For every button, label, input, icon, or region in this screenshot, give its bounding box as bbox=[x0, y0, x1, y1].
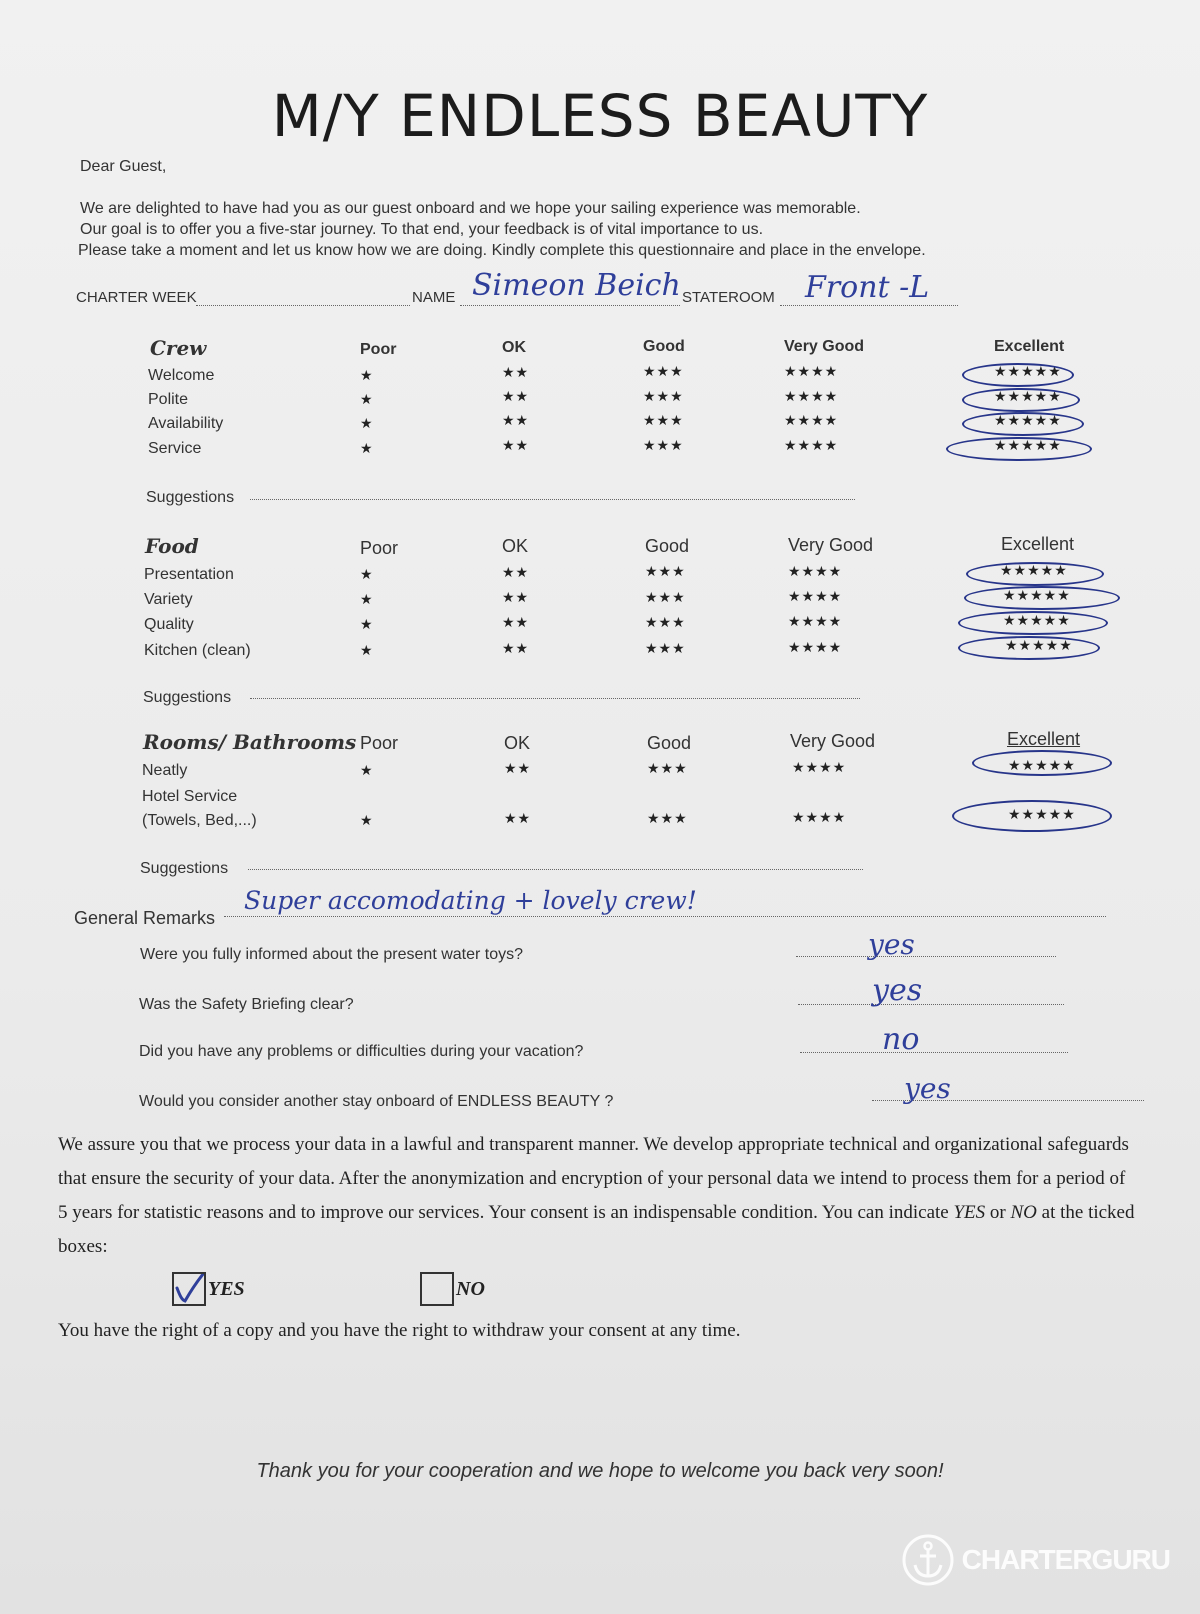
star-option[interactable]: ★★ bbox=[504, 810, 532, 826]
star-option-excellent-selected[interactable]: ★★★★★ bbox=[1008, 757, 1076, 773]
consent-yes-checkbox[interactable] bbox=[172, 1272, 206, 1306]
crew-suggestions-field[interactable] bbox=[250, 499, 855, 500]
name-field[interactable] bbox=[460, 305, 680, 306]
food-presentation-circled-mark bbox=[966, 562, 1104, 586]
data-consent-text bbox=[58, 1128, 1138, 1264]
food-row-presentation: Presentation bbox=[144, 566, 234, 583]
intro-line-3: Please take a moment and let us know how we are doing. Kindly complete this questionnaire and place in the envelope. bbox=[78, 242, 926, 259]
answer-safety-briefing: yes bbox=[872, 973, 923, 1008]
star-option[interactable]: ★★★ bbox=[645, 640, 686, 656]
crew-suggestions-label: Suggestions bbox=[146, 489, 235, 506]
intro-line-1: We are delighted to have had you as our guest onboard and we hope your sailing experience was memorable. bbox=[80, 200, 861, 217]
food-header-good: Good bbox=[645, 536, 690, 556]
star-option-excellent-selected[interactable]: ★★★★★ bbox=[1000, 562, 1068, 578]
star-option[interactable]: ★★★ bbox=[645, 589, 686, 605]
crew-welcome-circled-mark bbox=[962, 363, 1074, 387]
checkmark-icon bbox=[174, 1274, 204, 1304]
star-option[interactable]: ★ bbox=[360, 440, 374, 456]
rooms-suggestions-field[interactable] bbox=[248, 869, 863, 870]
star-option[interactable]: ★ bbox=[360, 566, 374, 582]
consent-rights-text: You have the right of a copy and you have the right to withdraw your consent at any time. bbox=[58, 1320, 741, 1341]
stateroom-label: STATEROOM bbox=[682, 289, 775, 306]
crew-row-welcome: Welcome bbox=[148, 367, 215, 384]
star-option-excellent-selected[interactable]: ★★★★★ bbox=[994, 437, 1062, 453]
greeting: Dear Guest, bbox=[80, 158, 167, 175]
star-option[interactable]: ★★ bbox=[502, 640, 530, 656]
general-remarks-value: Super accomodating + lovely crew! bbox=[244, 886, 697, 915]
star-option[interactable]: ★★ bbox=[502, 614, 530, 630]
question-another-stay: Would you consider another stay onboard of ENDLESS BEAUTY ? bbox=[139, 1093, 614, 1110]
answer-line-problems[interactable] bbox=[800, 1052, 1068, 1053]
star-option[interactable]: ★★★ bbox=[643, 437, 684, 453]
crew-service-circled-mark bbox=[946, 437, 1092, 461]
consent-yes-label: YES bbox=[208, 1278, 245, 1300]
star-option[interactable]: ★★ bbox=[502, 564, 530, 580]
star-option[interactable]: ★★★★ bbox=[788, 639, 843, 655]
food-header-ok: OK bbox=[502, 536, 529, 556]
star-option[interactable]: ★★★★ bbox=[788, 563, 843, 579]
rooms-row-hotel-service: Hotel Service bbox=[142, 788, 238, 805]
food-variety-circled-mark bbox=[964, 586, 1120, 610]
food-suggestions-field[interactable] bbox=[250, 698, 860, 699]
star-option[interactable]: ★ bbox=[360, 591, 374, 607]
form-title: M/Y ENDLESS BEAUTY bbox=[271, 82, 929, 150]
rooms-section-title: Rooms/ Bathrooms bbox=[143, 730, 357, 754]
food-quality-circled-mark bbox=[958, 611, 1108, 635]
food-header-very-good: Very Good bbox=[788, 535, 874, 555]
star-option[interactable]: ★★★ bbox=[643, 363, 684, 379]
crew-header-poor: Poor bbox=[360, 341, 397, 358]
star-option[interactable]: ★★★ bbox=[645, 614, 686, 630]
star-option-excellent-selected[interactable]: ★★★★★ bbox=[1008, 806, 1076, 822]
answer-line-safety-briefing[interactable] bbox=[798, 1004, 1064, 1005]
watermark-text: CHARTERGURU bbox=[961, 1544, 1170, 1575]
crew-row-polite: Polite bbox=[148, 391, 189, 408]
general-remarks-label: General Remarks bbox=[74, 908, 216, 928]
crew-header-very-good: Very Good bbox=[784, 338, 865, 355]
food-header-excellent: Excellent bbox=[1001, 534, 1075, 554]
star-option[interactable]: ★★ bbox=[502, 412, 530, 428]
consent-yes-word: YES bbox=[953, 1202, 986, 1223]
consent-no-word: NO bbox=[1010, 1202, 1037, 1223]
rooms-hotel-service-circled-mark bbox=[952, 800, 1112, 832]
food-header-poor: Poor bbox=[360, 538, 399, 558]
star-option[interactable]: ★★ bbox=[502, 364, 530, 380]
food-section-title: Food bbox=[145, 534, 199, 558]
stateroom-value: Front -L bbox=[805, 270, 930, 305]
star-option[interactable]: ★★★★ bbox=[792, 759, 847, 775]
rooms-header-very-good: Very Good bbox=[790, 731, 876, 751]
star-option-excellent-selected[interactable]: ★★★★★ bbox=[994, 388, 1062, 404]
consent-no-label: NO bbox=[456, 1278, 485, 1300]
consent-paragraph: We assure you that we process your data in a lawful and transparent manner. We develop appropriate technical and organizational safeguards that ensure the security of your data. After the anonymization and encryption of your personal data we intend to process them for a period of 5 years for statistic reasons and to improve our services. Your consent is an indispensable condition. You can indicate bbox=[58, 1134, 1129, 1223]
food-row-quality: Quality bbox=[144, 616, 194, 633]
star-option-excellent-selected[interactable]: ★★★★★ bbox=[994, 412, 1062, 428]
star-option[interactable]: ★ bbox=[360, 812, 374, 828]
star-option[interactable]: ★ bbox=[360, 367, 374, 383]
food-suggestions-label: Suggestions bbox=[143, 689, 232, 706]
star-option[interactable]: ★★★★ bbox=[784, 363, 839, 379]
star-option[interactable]: ★★★ bbox=[647, 760, 688, 776]
food-row-kitchen: Kitchen (clean) bbox=[144, 642, 251, 659]
rooms-neatly-circled-mark bbox=[972, 750, 1112, 776]
star-option[interactable]: ★★★ bbox=[647, 810, 688, 826]
star-option[interactable]: ★★★★ bbox=[788, 588, 843, 604]
consent-no-checkbox[interactable] bbox=[420, 1272, 454, 1306]
rooms-header-ok: OK bbox=[504, 733, 531, 753]
star-option-excellent-selected[interactable]: ★★★★★ bbox=[1005, 637, 1073, 653]
star-option[interactable]: ★ bbox=[360, 415, 374, 431]
rooms-row-towels-bed: (Towels, Bed,...) bbox=[142, 812, 257, 829]
name-value: Simeon Beich bbox=[472, 268, 681, 303]
star-option[interactable]: ★ bbox=[360, 762, 374, 778]
star-option[interactable]: ★ bbox=[360, 616, 374, 632]
anchor-icon bbox=[902, 1534, 954, 1586]
star-option[interactable]: ★★ bbox=[504, 760, 532, 776]
crew-polite-circled-mark bbox=[962, 388, 1080, 412]
consent-tail: at the ticked boxes: bbox=[58, 1202, 1135, 1257]
answer-line-water-toys[interactable] bbox=[796, 956, 1056, 957]
star-option[interactable]: ★★★★ bbox=[788, 613, 843, 629]
star-option-excellent-selected[interactable]: ★★★★★ bbox=[994, 363, 1062, 379]
general-remarks-field[interactable] bbox=[224, 916, 1106, 917]
rooms-suggestions-label: Suggestions bbox=[140, 860, 229, 877]
question-water-toys: Were you fully informed about the present water toys? bbox=[140, 946, 524, 963]
charter-week-field[interactable] bbox=[196, 305, 410, 306]
rooms-header-good: Good bbox=[647, 733, 692, 753]
name-label: NAME bbox=[412, 289, 456, 306]
crew-row-service: Service bbox=[148, 440, 202, 457]
star-option[interactable]: ★★ bbox=[502, 589, 530, 605]
crew-section-title: Crew bbox=[150, 336, 207, 360]
star-option[interactable]: ★★★ bbox=[643, 388, 684, 404]
charterguru-watermark bbox=[902, 1534, 1170, 1586]
answer-another-stay: yes bbox=[904, 1072, 951, 1105]
question-safety-briefing: Was the Safety Briefing clear? bbox=[139, 996, 354, 1013]
star-option[interactable]: ★★★ bbox=[645, 563, 686, 579]
food-row-variety: Variety bbox=[144, 591, 193, 608]
star-option[interactable]: ★★ bbox=[502, 437, 530, 453]
star-option[interactable]: ★★★★ bbox=[784, 437, 839, 453]
crew-header-ok: OK bbox=[502, 339, 526, 356]
rooms-header-poor: Poor bbox=[360, 733, 399, 753]
crew-availability-circled-mark bbox=[962, 412, 1084, 436]
food-kitchen-circled-mark bbox=[958, 636, 1100, 660]
crew-header-good: Good bbox=[643, 338, 685, 355]
star-option[interactable]: ★ bbox=[360, 642, 374, 658]
question-problems: Did you have any problems or difficulties during your vacation? bbox=[139, 1043, 584, 1060]
star-option[interactable]: ★★★ bbox=[643, 412, 684, 428]
crew-header-excellent: Excellent bbox=[994, 338, 1065, 355]
star-option[interactable]: ★ bbox=[360, 391, 374, 407]
star-option[interactable]: ★★★★ bbox=[784, 412, 839, 428]
rooms-header-excellent: Excellent bbox=[1007, 729, 1081, 749]
answer-problems: no bbox=[882, 1022, 920, 1057]
star-option-excellent-selected[interactable]: ★★★★★ bbox=[1003, 587, 1071, 603]
intro-line-2: Our goal is to offer you a five-star journey. To that end, your feedback is of vital importance to us. bbox=[80, 221, 764, 238]
answer-water-toys: yes bbox=[868, 928, 915, 961]
star-option[interactable]: ★★★★ bbox=[792, 809, 847, 825]
rooms-row-neatly: Neatly bbox=[142, 762, 188, 779]
star-option[interactable]: ★★★★ bbox=[784, 388, 839, 404]
star-option-excellent-selected[interactable]: ★★★★★ bbox=[1003, 612, 1071, 628]
consent-or-word: or bbox=[985, 1202, 1011, 1223]
star-option[interactable]: ★★ bbox=[502, 388, 530, 404]
crew-row-availability: Availability bbox=[148, 415, 224, 432]
thank-you-message: Thank you for your cooperation and we hope to welcome you back very soon! bbox=[256, 1460, 944, 1482]
stateroom-field[interactable] bbox=[780, 305, 958, 306]
charter-week-label: CHARTER WEEK bbox=[76, 289, 197, 306]
